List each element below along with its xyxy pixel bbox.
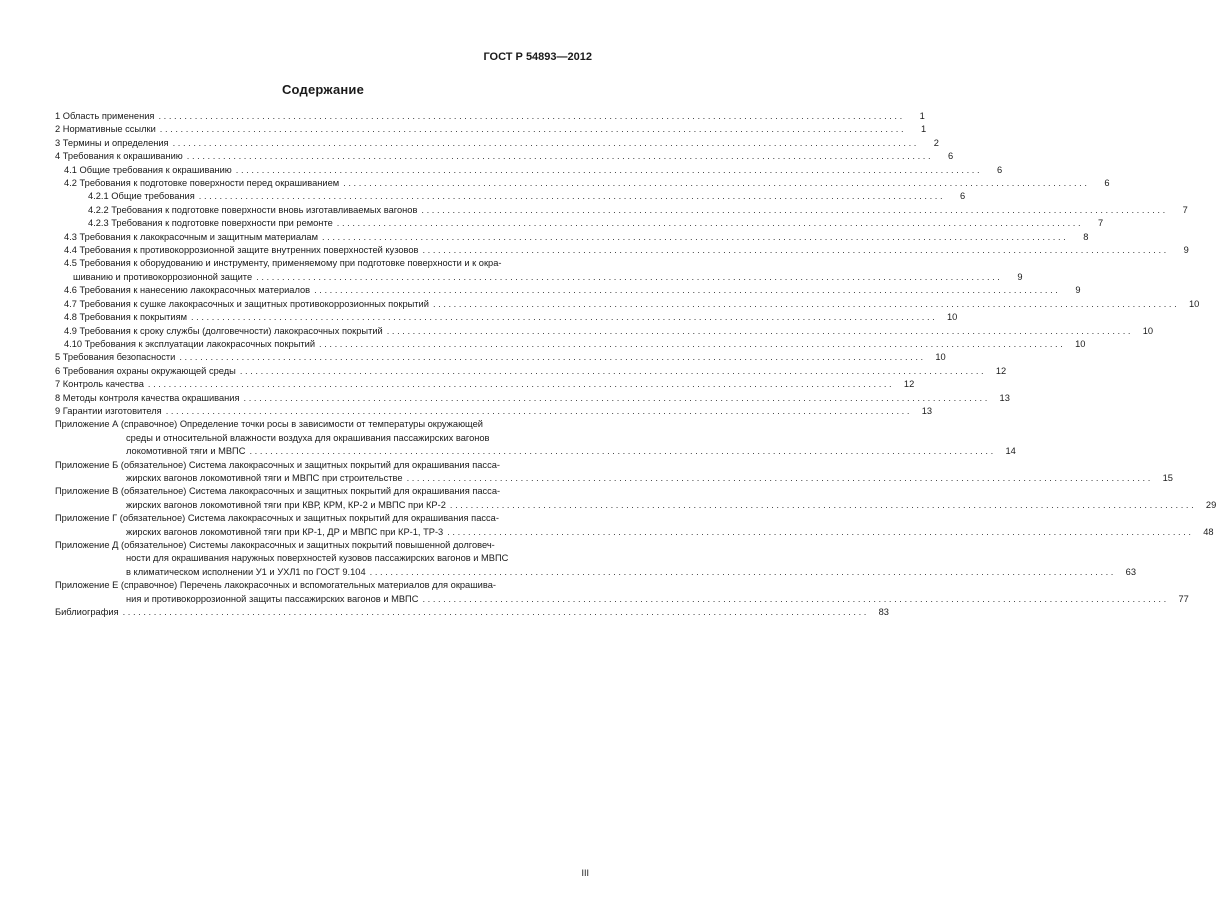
- toc-entry-text: 4.2.2 Требования к подготовке поверхности вновь изготавливаемых вагонов: [88, 204, 418, 215]
- toc-leader: ................................................................................................................................................: [186, 151, 934, 162]
- toc-leader: ................................................................................................................................................: [165, 405, 913, 416]
- toc-leader: ................................................................................................................................................: [239, 365, 987, 376]
- toc-page-number: 12: [995, 365, 1007, 376]
- toc-entry-4-7[interactable]: [55, 298, 1200, 311]
- toc-leader: ................................................................................................................................................: [386, 325, 1134, 336]
- toc-leader: ................................................................................................................................................: [122, 607, 869, 618]
- toc-leader: ................................................................................................................................................: [432, 298, 1180, 309]
- toc-entry-text-cont: локомотивной тяги и МВПС: [126, 446, 246, 457]
- toc-leader: ................................................................................................................................................: [198, 191, 946, 202]
- toc-entry-text: 4.10 Требования к эксплуатации лакокрасочных покрытий: [64, 338, 316, 349]
- page-number: III: [581, 868, 589, 878]
- toc-page-number: 14: [1005, 446, 1016, 457]
- toc-entry-4[interactable]: [55, 150, 954, 163]
- toc-page-number: 83: [878, 607, 889, 618]
- toc-entry-6[interactable]: [55, 365, 1007, 378]
- toc-page-number: 12: [903, 379, 915, 390]
- toc-entry-text-cont: жирских вагонов локомотивной тяги при КВР, КРМ, КР-2 и МВПС при КР-2: [126, 499, 446, 510]
- toc-page-number: 9: [1075, 285, 1081, 296]
- toc-leader: ................................................................................................................................................: [343, 178, 1090, 189]
- toc-leader: ................................................................................................................................................: [159, 124, 907, 135]
- toc-leader: ................................................................................................................................................: [336, 218, 1084, 229]
- toc-page-number: 10: [1142, 325, 1154, 336]
- toc-leader: ................................................................................................................................................: [322, 231, 1069, 242]
- toc-entry-8[interactable]: [55, 392, 1010, 405]
- toc-page-number: 6: [959, 191, 966, 202]
- toc-page-number: 10: [1188, 298, 1200, 309]
- toc-appendix-d[interactable]: [55, 539, 1136, 579]
- toc-entry-5[interactable]: [55, 351, 946, 364]
- toc-entry-4-2-2[interactable]: [55, 204, 1188, 217]
- toc-entry-text: 4.3 Требования к лакокрасочным и защитным материалам: [64, 231, 318, 242]
- toc-entry-text: 4.9 Требования к сроку службы (долговечности) лакокрасочных покрытий: [64, 325, 383, 336]
- toc-entry-1[interactable]: [55, 110, 925, 123]
- toc-entry-4-3[interactable]: [55, 231, 1089, 244]
- toc-page-number: 63: [1125, 566, 1136, 577]
- toc-entry-text: Приложение А (справочное) Определение точки росы в зависимости от температуры окружающей: [55, 419, 483, 430]
- toc-entry-9[interactable]: [55, 405, 933, 418]
- toc-entry-text: 8 Методы контроля качества окрашивания: [55, 392, 240, 403]
- toc-page-number: 6: [947, 151, 954, 162]
- toc-page-number: 48: [1203, 526, 1214, 537]
- toc-entry-text: 2 Нормативные ссылки: [55, 124, 156, 135]
- toc-entry-text: Приложение Д (обязательное) Системы лакокрасочных и защитных покрытий повышенной долговеч-: [55, 540, 495, 550]
- toc-entry-text: 3 Термины и определения: [55, 137, 169, 148]
- toc-entry-text: Приложение Е (справочное) Перечень лакокрасочных и вспомогательных материалов для окрашива-: [55, 580, 496, 591]
- toc-appendix-b[interactable]: [55, 459, 1173, 486]
- toc-leader: ................................................................................................................................................: [172, 137, 919, 148]
- toc-entry-text: 5 Требования безопасности: [55, 352, 176, 363]
- toc-leader: ................................................................................................................................................: [422, 245, 1169, 256]
- toc-entry-text: 4.1 Общие требования к окрашиванию: [64, 164, 232, 175]
- toc-entry-4-9[interactable]: [55, 325, 1154, 338]
- toc-entry-4-5[interactable]: [55, 257, 1023, 284]
- toc-appendix-e[interactable]: [55, 579, 1189, 606]
- toc-leader: ................................................................................................................................................: [421, 204, 1168, 215]
- toc-leader: ................................................................................................................................................: [369, 566, 1116, 577]
- toc-entry-text-cont: ния и противокоррозионной защиты пассажирских вагонов и МВПС: [126, 593, 419, 604]
- page-title: Содержание: [281, 82, 365, 97]
- toc-entry-4-2-3[interactable]: [55, 217, 1104, 230]
- toc-appendix-g[interactable]: [55, 512, 1214, 539]
- toc-entry-text: Библиография: [55, 607, 119, 618]
- toc-entry-4-6[interactable]: [55, 284, 1081, 297]
- toc-page-number: 9: [1017, 271, 1023, 282]
- toc-leader: ................................................................................................................................................: [422, 593, 1169, 604]
- toc-entry-text: 4.4 Требования к противокоррозионной защите внутренних поверхностей кузовов: [64, 245, 419, 256]
- toc-page-number: 6: [1104, 178, 1110, 189]
- toc-entry-text-cont: среды и относительной влажности воздуха для окрашивания пассажирских вагонов: [126, 432, 490, 443]
- toc-entry-4-10[interactable]: [55, 338, 1086, 351]
- toc-entry-3[interactable]: [55, 137, 939, 150]
- toc-entry-text-cont: жирских вагонов локомотивной тяги и МВПС при строительстве: [126, 472, 403, 483]
- toc-page-number: 9: [1183, 245, 1189, 256]
- toc-page-number: 7: [1182, 204, 1188, 215]
- toc-page-number: 10: [935, 352, 946, 363]
- toc-leader: ................................................................................................................................................: [191, 312, 938, 323]
- toc-leader: ................................................................................................................................................: [447, 526, 1194, 537]
- toc-entry-4-1[interactable]: [55, 164, 1003, 177]
- toc-page-number: 1: [919, 111, 925, 121]
- toc-page-number: 7: [1097, 218, 1104, 229]
- toc-leader: ................................................................................................................................................: [147, 379, 895, 390]
- toc-leader: ................................................................................................................................................: [243, 392, 990, 403]
- toc-leader: ................................................................................................................................................: [179, 352, 926, 363]
- toc-page-number: 15: [1162, 472, 1173, 483]
- toc-entry-text-cont: жирских вагонов локомотивной тяги при КР-1, ДР и МВПС при КР-1, ТР-3: [126, 526, 444, 537]
- toc-entry-text: 4.5 Требования к оборудованию и инструменту, применяемому при подготовке поверхности и к окра-: [64, 258, 502, 269]
- toc-leader: ................................................................................................................................................: [449, 499, 1197, 510]
- toc-leader: ................................................................................................................................................: [235, 164, 983, 175]
- toc-entry-text-cont: шиванию и противокоррозионной защите: [73, 271, 253, 282]
- toc-bibliography[interactable]: [55, 606, 889, 619]
- toc-entry-4-4[interactable]: [55, 244, 1189, 257]
- toc-entry-text: 4.7 Требования к сушке лакокрасочных и защитных противокоррозионных покрытий: [64, 298, 429, 309]
- toc-leader: ................................................................................................................................................: [319, 338, 1066, 349]
- toc-page-number: 13: [921, 405, 933, 416]
- toc-entry-text: 1 Область применения: [55, 111, 155, 121]
- toc-entry-4-2-1[interactable]: [55, 190, 966, 203]
- toc-appendix-v[interactable]: [55, 485, 1216, 512]
- toc-leader: ................................................................................................................................................: [406, 472, 1153, 483]
- toc-entry-text: 7 Контроль качества: [55, 379, 144, 390]
- toc-page-number: 13: [999, 392, 1010, 403]
- toc-page-number: 8: [1083, 231, 1089, 242]
- toc-page-number: 2: [933, 137, 939, 148]
- toc-page-number: 1: [920, 124, 927, 135]
- toc-leader: ................................................................................................................................................: [256, 271, 1003, 282]
- toc-page-number: 10: [947, 312, 958, 323]
- toc-leader: ................................................................................................................................................: [249, 446, 996, 457]
- toc-entry-text: 6 Требования охраны окружающей среды: [55, 365, 236, 376]
- toc-appendix-a[interactable]: [55, 418, 1016, 458]
- toc-entry-7[interactable]: [55, 378, 915, 391]
- toc-entry-text: 4.6 Требования к нанесению лакокрасочных материалов: [64, 285, 311, 296]
- toc-page-number: 10: [1075, 338, 1086, 349]
- toc-entry-text: 4 Требования к окрашиванию: [55, 151, 183, 162]
- toc-leader: ................................................................................................................................................: [158, 111, 905, 121]
- toc-entry-4-2[interactable]: [55, 177, 1110, 190]
- standard-header: ГОСТ Р 54893—2012: [483, 51, 592, 63]
- toc-entry-text: Приложение Б (обязательное) Система лакокрасочных и защитных покрытий для окрашивания пасса-: [55, 459, 500, 470]
- toc-entry-text-cont: ности для окрашивания наружных поверхностей кузовов пассажирских вагонов и МВПС: [126, 553, 509, 564]
- toc-entry-text: Приложение Г (обязательное) Система лакокрасочных и защитных покрытий для окрашивания пасса-: [55, 513, 499, 524]
- toc-entry-text: 4.2 Требования к подготовке поверхности перед окрашиванием: [64, 178, 340, 189]
- table-of-contents: [55, 110, 1216, 619]
- toc-entry-4-8[interactable]: [55, 311, 958, 324]
- toc-entry-2[interactable]: [55, 123, 927, 136]
- toc-entry-text: 4.2.3 Требования к подготовке поверхности при ремонте: [88, 218, 333, 229]
- toc-entry-text: 9 Гарантии изготовителя: [55, 405, 162, 416]
- toc-entry-text: 4.8 Требования к покрытиям: [64, 312, 187, 323]
- toc-leader: ................................................................................................................................................: [314, 285, 1061, 296]
- toc-entry-text-cont: в климатическом исполнении У1 и УХЛ1 по ГОСТ 9.104: [126, 566, 366, 577]
- toc-page-number: 6: [996, 164, 1003, 175]
- toc-entry-text: Приложение В (обязательное) Система лакокрасочных и защитных покрытий для окрашивания пасса-: [55, 486, 501, 497]
- toc-page-number: 77: [1178, 593, 1189, 604]
- toc-entry-text: 4.2.1 Общие требования: [88, 191, 195, 202]
- toc-page-number: 29: [1205, 499, 1216, 510]
